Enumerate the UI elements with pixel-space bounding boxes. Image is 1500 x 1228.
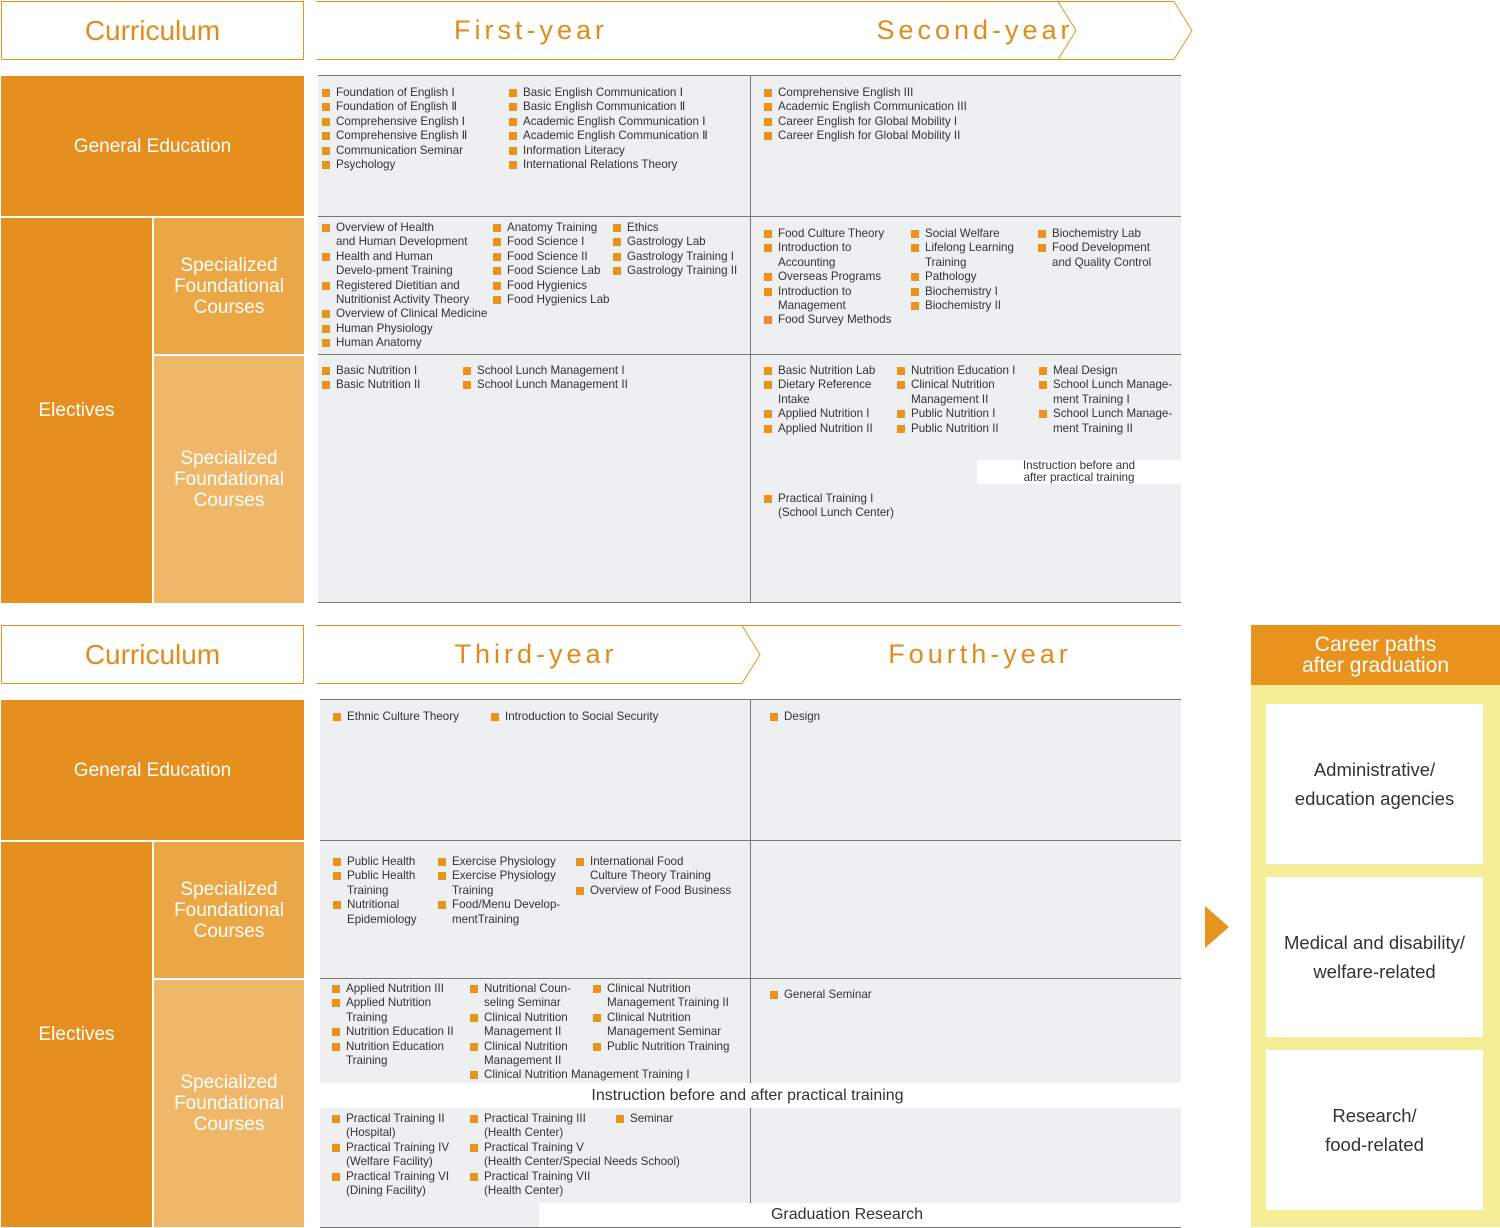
- course-item-cont: Training: [347, 883, 389, 897]
- course-item: School Lunch Management I: [463, 364, 628, 378]
- course-item: Basic English Communication Ⅰ: [509, 86, 708, 100]
- career-box1-line1: Administrative/: [1313, 759, 1436, 780]
- course-item: Clinical Nutrition: [897, 378, 1015, 392]
- specialized-foundational-block-2: [154, 356, 304, 603]
- ge-y1-col2: [509, 86, 708, 172]
- course-item-cont: (Welfare Facility): [346, 1155, 433, 1169]
- course-item: Practical Training II: [332, 1112, 449, 1126]
- course-item: Psychology: [322, 158, 467, 172]
- second-year-text: Second-year: [876, 15, 1074, 45]
- course-item: Food Science I: [493, 235, 609, 249]
- sp-y2-col1: [764, 364, 875, 436]
- career-title-line1: Career paths: [1314, 633, 1437, 656]
- course-item-cont: ment Training I: [1053, 392, 1130, 406]
- general-education-block-2: [1, 700, 304, 840]
- course-item: Food/Menu Develop-: [438, 898, 560, 912]
- course-item: Comprehensive English Ⅱ: [322, 129, 467, 143]
- course-item: Food Science Lab: [493, 264, 609, 278]
- course-item-cont: Training: [452, 883, 494, 897]
- ge-y2-col1: [764, 86, 967, 144]
- course-item-cont: Management II: [484, 1025, 562, 1039]
- specialized-foundational-block-4: [154, 980, 304, 1227]
- course-item: Foundation of English Ⅱ: [322, 100, 467, 114]
- course-item: School Lunch Management II: [463, 378, 628, 392]
- course-item: Clinical Nutrition Management Training I: [470, 1068, 690, 1082]
- electives-block-2: [1, 842, 152, 1227]
- course-item-cont: (Dining Facility): [346, 1184, 426, 1198]
- course-item-cont: (School Lunch Center): [778, 506, 894, 520]
- course-item-cont: mentTraining: [452, 912, 520, 926]
- course-item-cont: Nutritionist Activity Theory: [336, 293, 470, 307]
- course-item: School Lunch Manage-: [1039, 378, 1172, 392]
- third-year-header: [316, 625, 756, 684]
- sp-y3-col3: [593, 982, 729, 1054]
- course-item-cont: Intake: [778, 392, 810, 406]
- course-item: Overview of Clinical Medicine: [322, 307, 487, 321]
- course-item-cont: (Hospital): [346, 1126, 396, 1140]
- course-item: Nutrition Education I: [897, 364, 1015, 378]
- course-item: Practical Training VI: [332, 1170, 449, 1184]
- course-item: Foundation of English Ⅰ: [322, 86, 467, 100]
- electives-text-2: Electives: [38, 1024, 115, 1045]
- year-divider: [750, 699, 751, 1083]
- course-item-cont: and Human Development: [336, 235, 468, 249]
- course-item: Gastrology Training II: [613, 264, 737, 278]
- course-item: Exercise Physiology: [438, 869, 560, 883]
- practical-instruction-text: Instruction before and after practical training: [1022, 459, 1136, 484]
- ge-y3-col1: [333, 710, 459, 724]
- career-box1-line2: education agencies: [1294, 788, 1455, 809]
- course-item-cont: Epidemiology: [347, 912, 417, 926]
- electives-block: [1, 218, 152, 603]
- course-item: Clinical Nutrition: [593, 1011, 729, 1025]
- course-item-cont: Training: [925, 255, 967, 269]
- course-item-cont: Management Training II: [607, 996, 729, 1010]
- curriculum-text: Curriculum: [84, 14, 221, 46]
- sf-y3-col3: [576, 855, 731, 898]
- career-box-medical: [1266, 877, 1483, 1037]
- pr-y3-col3: [616, 1112, 673, 1126]
- general-education-text-2: General Education: [73, 759, 232, 781]
- course-item-cont: Culture Theory Training: [590, 869, 711, 883]
- course-item: Communication Seminar: [322, 144, 467, 158]
- course-item: International Relations Theory: [509, 158, 708, 172]
- fourth-year-header: [760, 625, 1200, 684]
- specialized-text-1: Specialized Foundational Courses: [174, 254, 284, 318]
- pr-y3-col1: [332, 1112, 449, 1198]
- course-item: Clinical Nutrition: [470, 1040, 690, 1054]
- sp-y2-practical: [764, 492, 894, 521]
- course-item: Introduction to: [764, 241, 891, 255]
- specialized-foundational-block-3: [154, 842, 304, 978]
- course-item: Nutritional Coun-: [470, 982, 690, 996]
- course-item: Public Health: [333, 869, 417, 883]
- course-item-cont: Training: [346, 1010, 388, 1024]
- course-item: Food Survey Methods: [764, 313, 891, 327]
- course-item: Practical Training I: [764, 492, 894, 506]
- course-item-cont: (Health Center): [484, 1126, 564, 1140]
- course-item: Comprehensive English III: [764, 86, 967, 100]
- sp-y1-col1: [322, 364, 420, 393]
- course-item-cont: (Health Center/Special Needs School): [484, 1155, 680, 1169]
- general-education-text: General Education: [73, 135, 232, 157]
- course-item: Practical Training IV: [332, 1141, 449, 1155]
- course-item: School Lunch Manage-: [1039, 407, 1172, 421]
- course-item: Academic English Communication III: [764, 100, 967, 114]
- course-item: Biochemistry II: [911, 299, 1014, 313]
- course-item: Food Hygienics Lab: [493, 293, 609, 307]
- course-item: General Seminar: [770, 988, 872, 1002]
- course-item: Design: [770, 710, 820, 724]
- course-item: Gastrology Training I: [613, 250, 737, 264]
- course-item: Public Health: [333, 855, 417, 869]
- career-box3-line1: Research/: [1332, 1105, 1417, 1126]
- course-item: Dietary Reference: [764, 378, 875, 392]
- course-item: Applied Nutrition I: [764, 407, 875, 421]
- course-item-cont: ment Training II: [1053, 421, 1133, 435]
- first-year-text: First-year: [454, 15, 608, 45]
- career-paths-header: [1251, 625, 1500, 685]
- course-item-cont: Training: [346, 1054, 388, 1068]
- career-box2-line1: Medical and disability/: [1284, 932, 1465, 953]
- sp-y3-col1: [332, 982, 454, 1068]
- course-item: Pathology: [911, 270, 1014, 284]
- course-item: Food Development: [1038, 241, 1151, 255]
- course-item-cont: Management II: [911, 392, 989, 406]
- specialized-text-3: Specialized Foundational Courses: [174, 878, 284, 942]
- sf-y2-col2: [911, 227, 1014, 313]
- course-item: Clinical Nutrition: [593, 982, 729, 996]
- course-item-cont: Management Seminar: [607, 1025, 722, 1039]
- course-item: International Food: [576, 855, 731, 869]
- course-item: Applied Nutrition II: [764, 422, 875, 436]
- graduation-research-text: Graduation Research: [770, 1206, 924, 1223]
- ge-y4-col1: [770, 710, 820, 724]
- course-item: Applied Nutrition III: [332, 982, 454, 996]
- sf-y1-col1: [322, 221, 487, 351]
- course-item: Career English for Global Mobility I: [764, 115, 967, 129]
- ge-y1-col1: [322, 86, 467, 172]
- practical-instruction-note: [977, 460, 1181, 484]
- career-box3-line2: food-related: [1325, 1134, 1424, 1155]
- curriculum-text-2: Curriculum: [84, 638, 221, 670]
- sf-y3-col2: [438, 855, 560, 927]
- course-item: Introduction to Social Security: [491, 710, 658, 724]
- year-divider: [750, 1108, 751, 1203]
- course-item: Meal Design: [1039, 364, 1172, 378]
- course-item: Gastrology Lab: [613, 235, 737, 249]
- course-item: Overview of Food Business: [576, 884, 731, 898]
- second-year-header: [760, 1, 1190, 60]
- sf-y2-col3: [1038, 227, 1151, 270]
- course-item: Nutritional: [333, 898, 417, 912]
- curriculum-label: [1, 1, 304, 60]
- course-item-cont: (Health Center): [484, 1184, 564, 1198]
- career-box2-line2: welfare-related: [1313, 961, 1436, 982]
- specialized-text-2: Specialized Foundational Courses: [174, 448, 284, 511]
- course-item: Exercise Physiology: [438, 855, 560, 869]
- course-item-cont: seling Seminar: [484, 996, 561, 1010]
- course-item: Public Nutrition Training: [593, 1040, 729, 1054]
- sf-y3-col1: [333, 855, 417, 927]
- course-item: Food Science II: [493, 250, 609, 264]
- fourth-year-text: Fourth-year: [888, 639, 1072, 669]
- specialized-text-4: Specialized Foundational Courses: [174, 1072, 284, 1135]
- course-item: Social Welfare: [911, 227, 1014, 241]
- course-item: Food Culture Theory: [764, 227, 891, 241]
- course-item: Introduction to: [764, 285, 891, 299]
- course-item: Comprehensive English Ⅰ: [322, 115, 467, 129]
- course-item: Human Physiology: [322, 322, 487, 336]
- course-item: Practical Training V: [470, 1141, 680, 1155]
- course-item: Ethics: [613, 221, 737, 235]
- course-item: Registered Dietitian and: [322, 279, 487, 293]
- career-title-line2: after graduation: [1301, 654, 1450, 677]
- arrow-right-icon: [1205, 906, 1229, 948]
- sp-y1-col2: [463, 364, 628, 393]
- sp-y2-col3: [1039, 364, 1172, 436]
- course-item: Seminar: [616, 1112, 673, 1126]
- course-item: Anatomy Training: [493, 221, 609, 235]
- electives-text: Electives: [38, 400, 115, 421]
- course-item: Practical Training VII: [470, 1170, 680, 1184]
- course-item: Nutrition Education II: [332, 1025, 454, 1039]
- course-item-cont: Accounting: [778, 255, 836, 269]
- first-year-header: [316, 1, 746, 60]
- sp-y4-col1: [770, 988, 872, 1002]
- curriculum-label-2: [1, 625, 304, 684]
- third-year-text: Third-year: [454, 639, 618, 669]
- course-item: Overseas Programs: [764, 270, 891, 284]
- specialized-foundational-block-1: [154, 218, 304, 354]
- course-item: Practical Training III: [470, 1112, 680, 1126]
- practical-instruction-text-2: Instruction before and after practical training: [591, 1087, 904, 1104]
- course-item: Basic Nutrition I: [322, 364, 420, 378]
- course-item: Overview of Health: [322, 221, 487, 235]
- course-item-cont: and Quality Control: [1052, 255, 1152, 269]
- course-item: Public Nutrition II: [897, 422, 1015, 436]
- course-item: Biochemistry Lab: [1038, 227, 1151, 241]
- sf-y1-col2: [493, 221, 609, 307]
- sp-y2-col2: [897, 364, 1015, 436]
- course-item: Ethnic Culture Theory: [333, 710, 459, 724]
- course-item: Career English for Global Mobility II: [764, 129, 967, 143]
- career-box-research: [1266, 1050, 1483, 1210]
- course-item: Food Hygienics: [493, 279, 609, 293]
- graduation-research-bar: [539, 1203, 1181, 1227]
- practical-instruction-note-2: [320, 1083, 1181, 1108]
- course-item: Basic English Communication Ⅱ: [509, 100, 708, 114]
- ge-y3-col2: [491, 710, 658, 724]
- course-item: Information Literacy: [509, 144, 708, 158]
- career-box-administrative: [1266, 704, 1483, 864]
- sf-y2-col1: [764, 227, 891, 328]
- course-item: Human Anatomy: [322, 336, 487, 350]
- course-item: Clinical Nutrition: [470, 1011, 690, 1025]
- course-item: Basic Nutrition II: [322, 378, 420, 392]
- course-item-cont: Develo-pment Training: [336, 264, 453, 278]
- course-item: Academic English Communication Ⅰ: [509, 115, 708, 129]
- sf-y1-col3: [613, 221, 737, 279]
- course-item: Nutrition Education: [332, 1040, 454, 1054]
- course-item-cont: Management II: [484, 1054, 562, 1068]
- course-item: Biochemistry I: [911, 285, 1014, 299]
- course-item: Lifelong Learning: [911, 241, 1014, 255]
- course-item: Basic Nutrition Lab: [764, 364, 875, 378]
- course-item-cont: Management: [778, 299, 846, 313]
- course-item: Academic English Communication Ⅱ: [509, 129, 708, 143]
- general-education-block: [1, 76, 304, 216]
- year-divider: [750, 75, 751, 603]
- course-item: Public Nutrition I: [897, 407, 1015, 421]
- course-item: Applied Nutrition: [332, 996, 454, 1010]
- course-item: Health and Human: [322, 250, 487, 264]
